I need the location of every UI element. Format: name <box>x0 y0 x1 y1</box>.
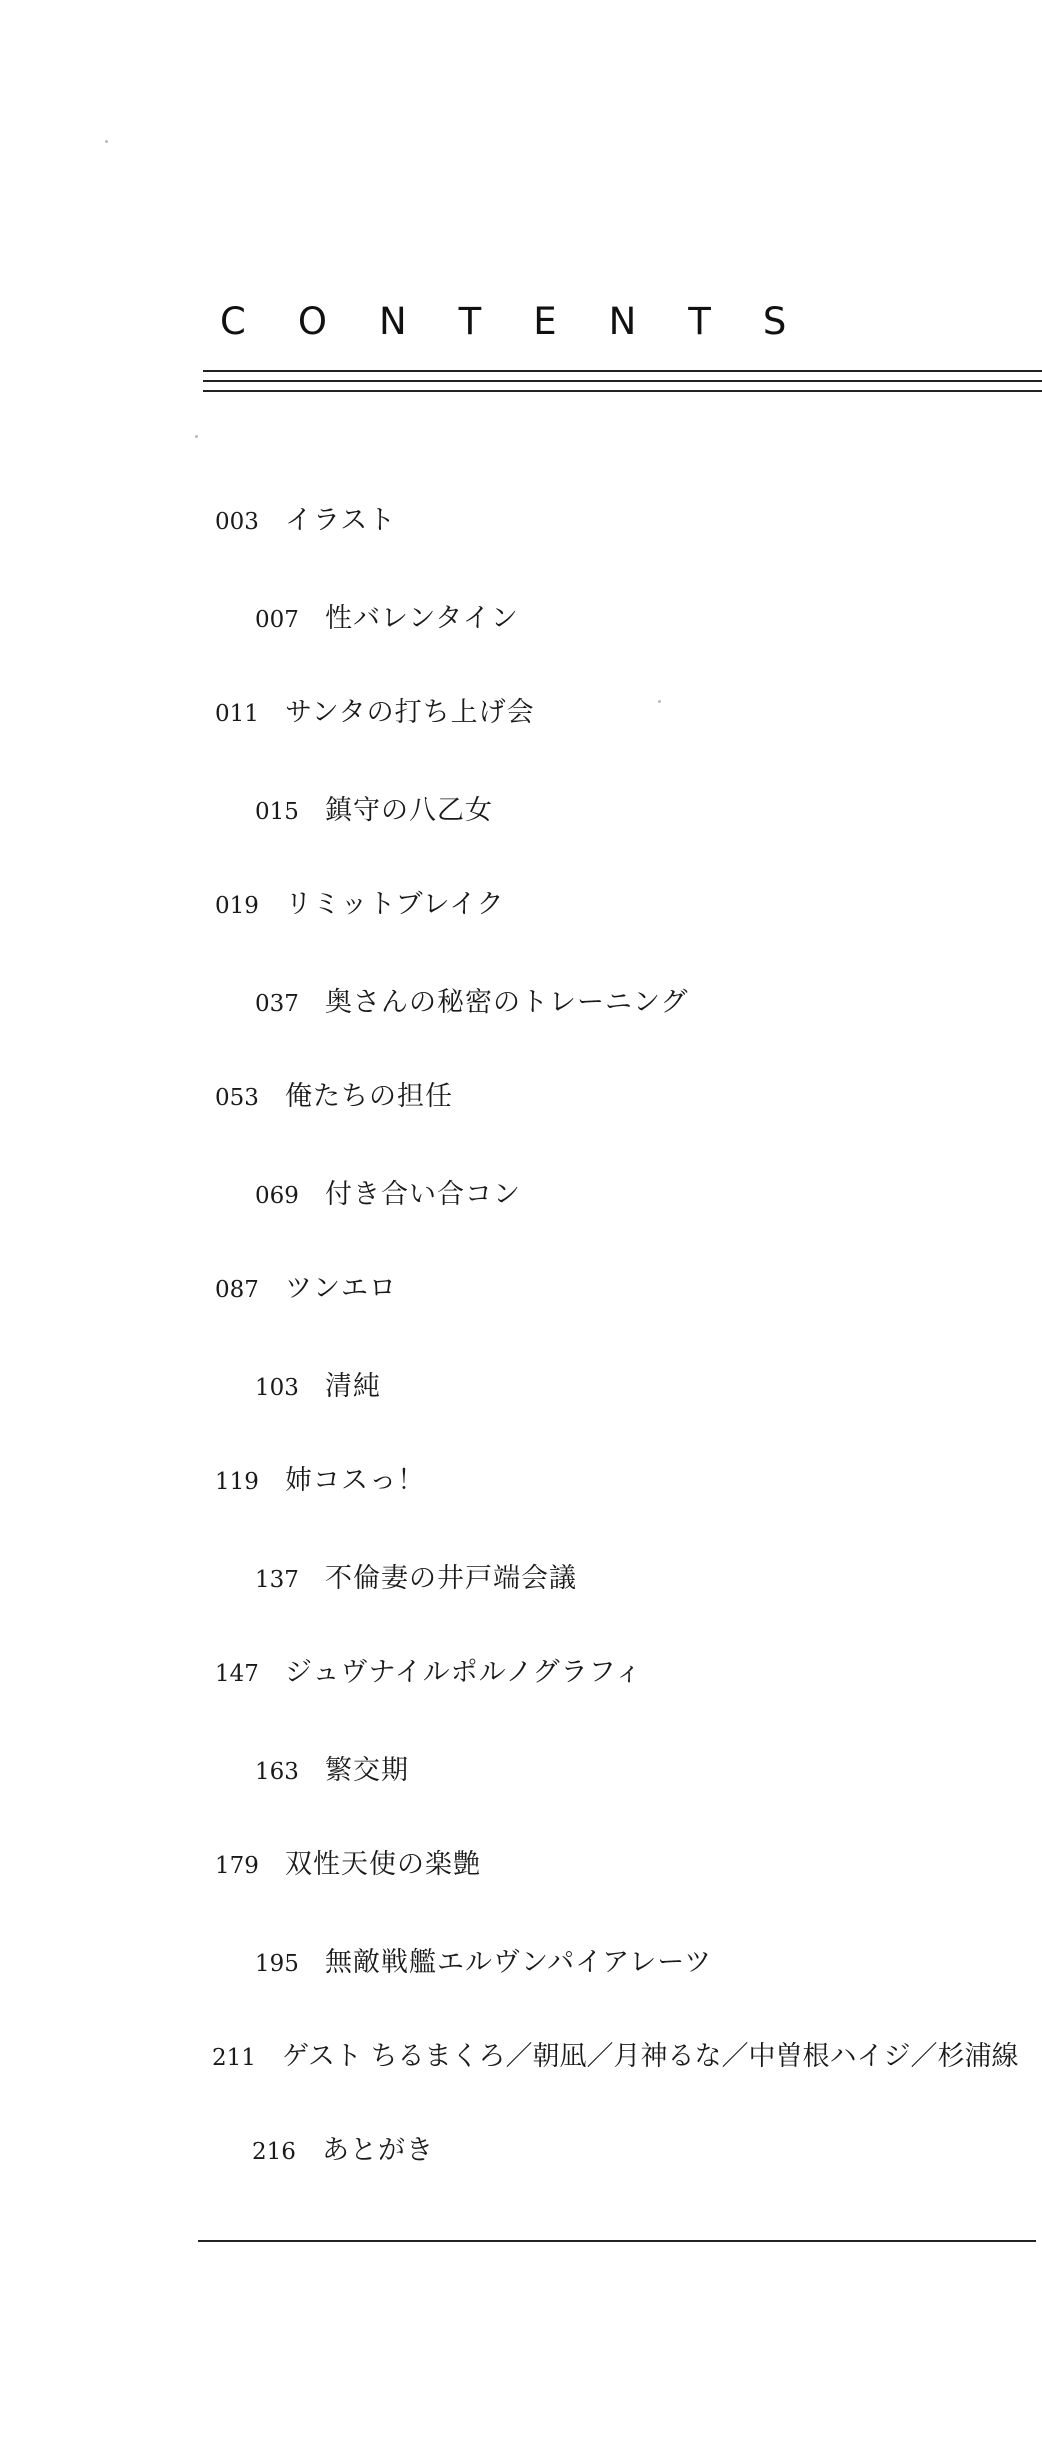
toc-entry <box>255 1172 521 1211</box>
toc-title: ジュヴナイルポルノグラフィ <box>285 1657 643 1688</box>
toc-title: 付き合い合コン <box>325 1179 521 1210</box>
toc-entry <box>215 498 396 537</box>
toc-entry <box>255 980 688 1019</box>
scan-speck <box>658 700 661 703</box>
toc-title: 姉コスっ！ <box>285 1465 426 1496</box>
contents-heading: CONTENTS <box>220 300 839 343</box>
toc-entry <box>255 596 519 635</box>
toc-page-number: 003 <box>215 509 259 535</box>
toc-title: リミットブレイク <box>285 889 505 920</box>
toc-entry <box>255 788 493 827</box>
toc-title: サンタの打ち上げ会 <box>285 697 535 728</box>
toc-page-number: 137 <box>255 1567 299 1593</box>
toc-title: 不倫妻の井戸端会議 <box>325 1563 577 1594</box>
toc-entry <box>215 1842 481 1881</box>
toc-title: 性バレンタイン <box>325 603 519 634</box>
toc-entry <box>215 690 535 729</box>
toc-entry <box>215 1458 425 1497</box>
toc-title: 鎮守の八乙女 <box>325 795 493 826</box>
toc-entry <box>255 1556 577 1595</box>
toc-entry <box>252 2128 434 2167</box>
toc-entry <box>215 1074 453 1113</box>
toc-page-number: 053 <box>215 1085 259 1111</box>
toc-page-number: 037 <box>255 991 299 1017</box>
toc-title: イラスト <box>285 505 397 536</box>
toc-page-number: 103 <box>255 1375 299 1401</box>
toc-page-number: 147 <box>215 1661 259 1687</box>
toc-title: 清純 <box>325 1371 381 1402</box>
toc-title: 俺たちの担任 <box>285 1081 453 1112</box>
toc-entry <box>255 1940 712 1979</box>
toc-title: 双性天使の楽艶 <box>285 1849 481 1880</box>
toc-title: ツンエロ <box>285 1273 397 1304</box>
toc-entry <box>255 1748 409 1787</box>
toc-page-number: 011 <box>215 701 259 727</box>
toc-title: あとがき <box>322 2135 434 2166</box>
scan-speck <box>105 140 108 143</box>
toc-title: 繁交期 <box>325 1755 409 1786</box>
toc-page-number: 119 <box>215 1469 259 1495</box>
toc-entry <box>215 1650 643 1689</box>
toc-page-number: 195 <box>255 1951 299 1977</box>
toc-entry <box>215 882 505 921</box>
toc-page-number: 163 <box>255 1759 299 1785</box>
toc-page-number: 216 <box>252 2139 296 2165</box>
toc-entry <box>255 1364 381 1403</box>
toc-title: 無敵戦艦エルヴンパイアレーツ <box>325 1947 713 1978</box>
toc-entry <box>215 1266 397 1305</box>
toc-page-number: 211 <box>212 2045 256 2071</box>
toc-entry <box>212 2034 1019 2073</box>
toc-page-number: 019 <box>215 893 259 919</box>
toc-title: ゲスト ちるまくろ／朝凪／月神るな／中曽根ハイジ／杉浦線 <box>282 2041 1019 2072</box>
footer-rule <box>198 2240 1036 2242</box>
toc-page-number: 007 <box>255 607 299 633</box>
toc-page-number: 087 <box>215 1277 259 1303</box>
toc-page-number: 015 <box>255 799 299 825</box>
scan-speck <box>195 435 198 438</box>
toc-title: 奥さんの秘密のトレーニング <box>325 987 689 1018</box>
toc-page-number: 179 <box>215 1853 259 1879</box>
toc-page-number: 069 <box>255 1183 299 1209</box>
